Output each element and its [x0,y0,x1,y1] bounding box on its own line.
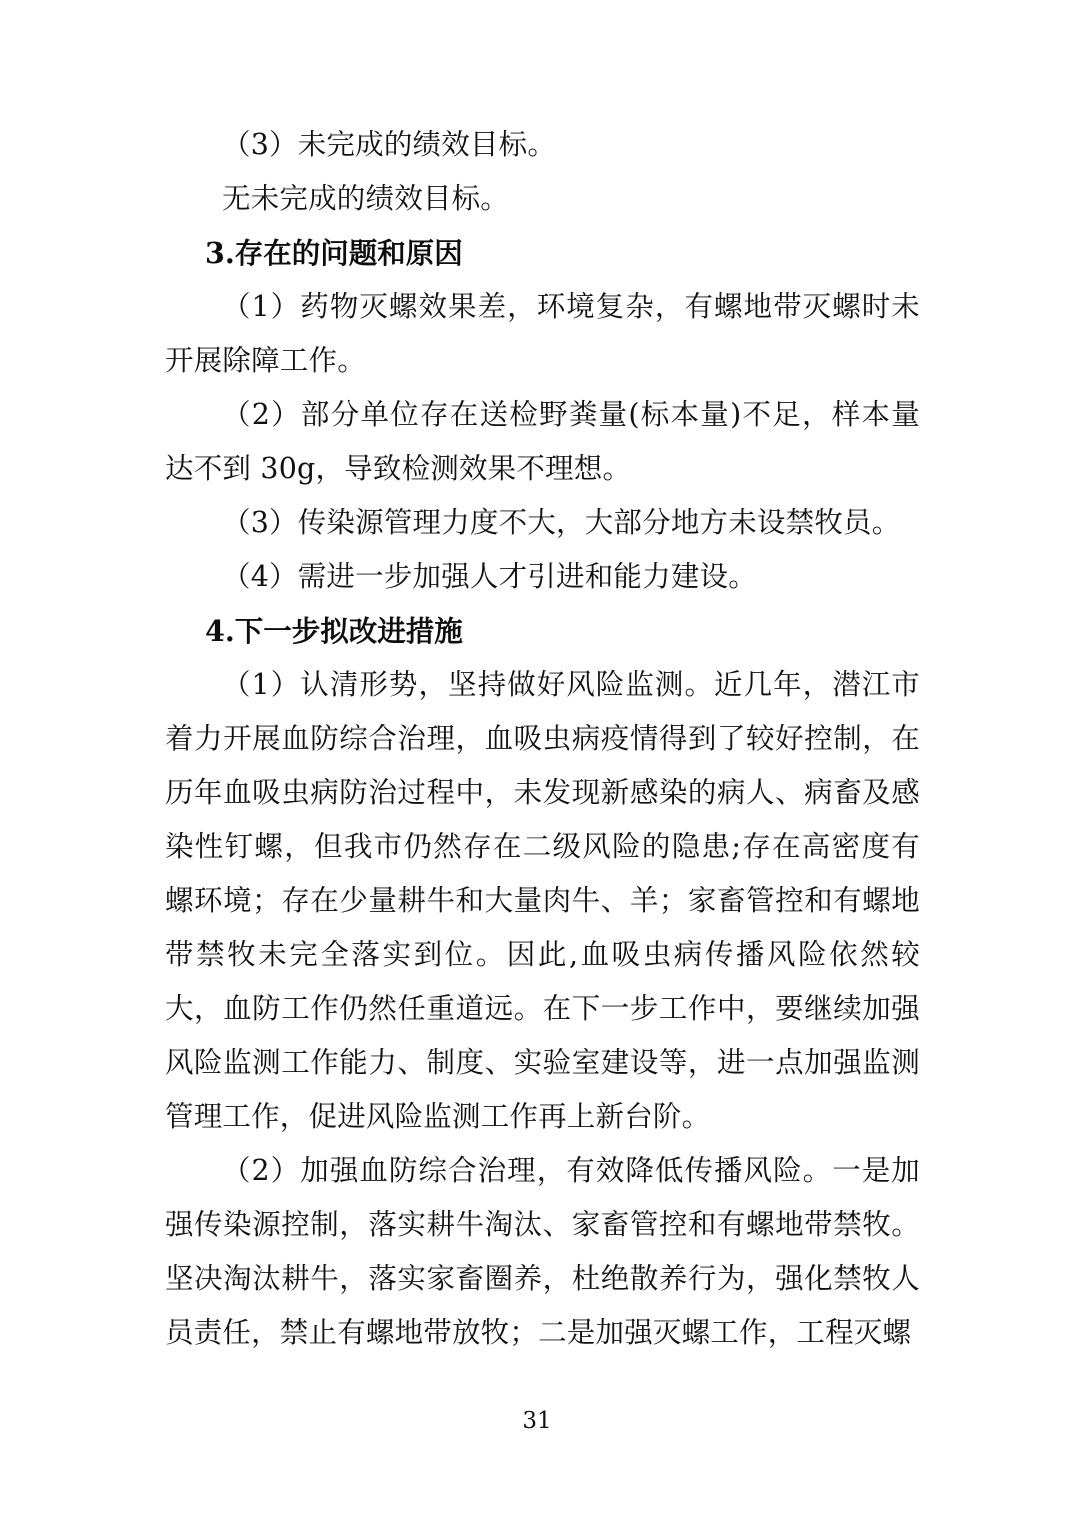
page-number: 31 [522,1408,552,1434]
section-heading-next-steps: 4.下一步拟改进措施 [205,614,463,648]
paragraph-problem-1: （1）药物灭螺效果差，环境复杂，有螺地带灭螺时未开展除障工作。 [165,290,920,377]
paragraph-problem-2: （2）部分单位存在送检野粪量(标本量)不足，样本量达不到 30g，导致检测效果不理想。 [165,398,920,485]
paragraph-measure-2: （2）加强血防综合治理，有效降低传播风险。一是加强传染源控制，落实耕牛淘汰、家畜管控和有螺地带禁牧。坚决淘汰耕牛，落实家畜圈养，杜绝散养行为，强化禁牧人员责任，禁止有螺地带放牧；二是加强灭螺工作，工程灭螺 [165,1154,920,1349]
paragraph-measure-1: （1）认清形势，坚持做好风险监测。近几年，潜江市着力开展血防综合治理，血吸虫病疫情得到了较好控制，在历年血吸虫病防治过程中，未发现新感染的病人、病畜及感染性钉螺，但我市仍然存在二级风险的隐患;存在高密度有螺环境；存在少量耕牛和大量肉牛、羊；家畜管控和有螺地带禁牧未完全落实到位。因此,血吸虫病传播风险依然较大，血防工作仍然任重道远。在下一步工作中，要继续加强风险监测工作能力、制度、实验室建设等，进一点加强监测管理工作，促进风险监测工作再上新台阶。 [165,668,920,1133]
paragraph-no-unfinished-goals: 无未完成的绩效目标。 [222,182,510,215]
section-heading-problems: 3.存在的问题和原因 [205,236,463,270]
paragraph-problem-3: （3）传染源管理力度不大，大部分地方未设禁牧员。 [222,506,901,539]
page-content [165,118,920,1360]
paragraph-unfinished-goals-heading: （3）未完成的绩效目标。 [222,128,557,161]
paragraph-problem-4: （4）需进一步加强人才引进和能力建设。 [222,560,757,593]
